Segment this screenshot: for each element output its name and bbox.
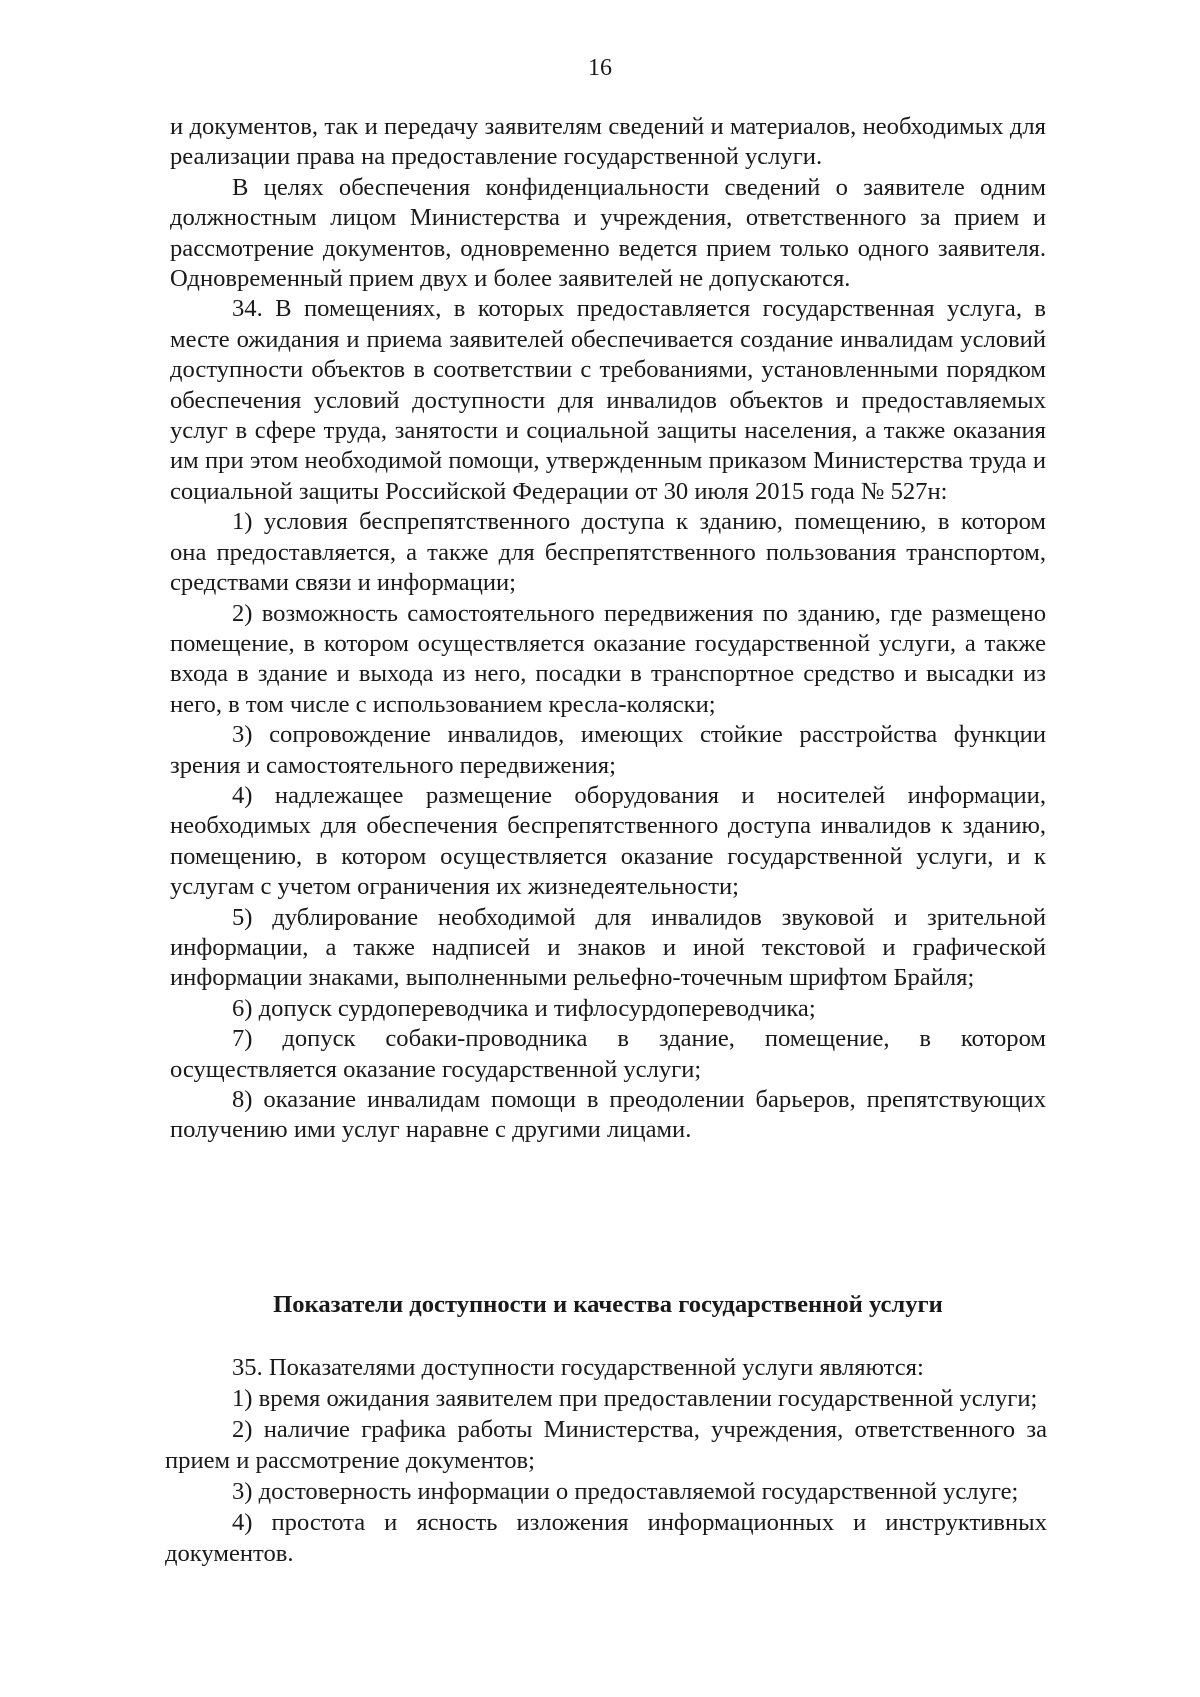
list-item-8: 8) оказание инвалидам помощи в преодолении барьеров, препятствующих получению ими услуг наравне с другими лицами.	[170, 1086, 1046, 1144]
list-item-7: 7) допуск собаки-проводника в здание, помещение, в котором осуществляется оказание государственной услуги;	[170, 1025, 1046, 1083]
list-item-3: 3) сопровождение инвалидов, имеющих стойкие расстройства функции зрения и самостоятельного передвижения;	[170, 721, 1046, 779]
indicator-item-4: 4) простота и ясность изложения информационных и инструктивных документов.	[165, 1509, 1047, 1567]
page-number: 16	[588, 55, 612, 81]
list-item-4: 4) надлежащее размещение оборудования и носителей информации, необходимых для обеспечения беспрепятственного доступа инвалидов к зданию, помещению, в котором осуществляется оказание государственной услуги, и к услугам с учетом ограничения их жизнедеятельности;	[170, 781, 1046, 901]
paragraph-confidentiality: В целях обеспечения конфиденциальности сведений о заявителе одним должностным лицом Министерства и учреждения, ответственного за прием и рассмотрение документов, одновременно ведется прием только одного заявителя. Одновременный прием двух и более заявителей не допускаются.	[170, 173, 1046, 293]
section-heading: Показатели доступности и качества государственной услуги	[273, 1291, 943, 1318]
indicator-item-2: 2) наличие графика работы Министерства, учреждения, ответственного за прием и рассмотрение документов;	[165, 1416, 1047, 1474]
list-item-5: 5) дублирование необходимой для инвалидов звуковой и зрительной информации, а также надписей и знаков и иной текстовой и графической информации знаками, выполненными рельефно-точечным шрифтом Брайля;	[170, 903, 1046, 992]
indicator-item-3: 3) достоверность информации о предоставляемой государственной услуге;	[232, 1478, 1019, 1505]
list-item-2: 2) возможность самостоятельного передвижения по зданию, где размещено помещение, в котором осуществляется оказание государственной услуги, а также входа в здание и выхода из него, посадки в транспортное средство и высадки из него, в том числе с использованием кресла-коляски;	[170, 599, 1046, 718]
paragraph-35: 35. Показателями доступности государственной услуги являются:	[232, 1354, 924, 1381]
paragraph-34: 34. В помещениях, в которых предоставляется государственная услуга, в месте ожидания и приема заявителей обеспечивается создание инвалидам условий доступности объектов в соответствии с требованиями, установленными порядком обеспечения условий доступности для инвалидов объектов и предоставляемых услуг в сфере труда, занятости и социальной защиты населения, а также оказания им при этом необходимой помощи, утвержденным приказом Министерства труда и социальной защиты Российской Федерации от 30 июля 2015 года № 527н:	[170, 295, 1046, 505]
list-item-1: 1) условия беспрепятственного доступа к зданию, помещению, в котором она предоставляется, а также для беспрепятственного пользования транспортом, средствами связи и информации;	[170, 508, 1046, 597]
list-item-6: 6) допуск сурдопереводчика и тифлосурдопереводчика;	[232, 994, 816, 1022]
document-body	[170, 112, 1046, 1146]
paragraph-continuation: и документов, так и передачу заявителям сведений и материалов, необходимых для реализации права на предоставление государственной услуги.	[170, 113, 1046, 171]
indicator-item-1: 1) время ожидания заявителем при предоставлении государственной услуги;	[232, 1385, 1038, 1412]
section-body	[165, 1352, 1047, 1569]
